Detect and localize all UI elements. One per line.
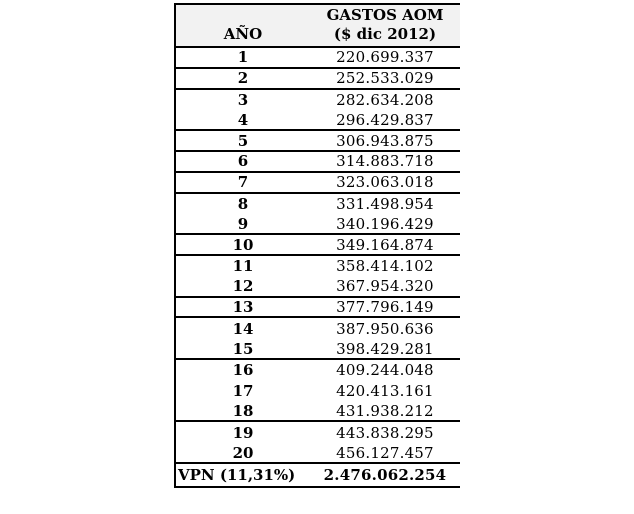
gastos-value-cell: 340.196.429 <box>336 214 434 233</box>
year-cell: 15 <box>232 339 254 358</box>
gastos-value-cell: 323.063.018 <box>336 173 434 192</box>
year-cell: 3 <box>237 90 249 109</box>
table-row <box>176 194 460 215</box>
year-cell: 7 <box>237 173 249 192</box>
year-cell: 14 <box>232 319 254 338</box>
table-row <box>176 422 460 443</box>
table-row <box>176 173 460 194</box>
gastos-value-cell: 220.699.337 <box>336 48 434 67</box>
year-cell: 12 <box>232 277 254 296</box>
year-cell: 8 <box>237 194 249 213</box>
table-body <box>176 48 460 464</box>
gastos-value-cell: 306.943.875 <box>336 131 434 150</box>
gastos-value-cell: 398.429.281 <box>336 339 434 358</box>
gastos-value-cell: 314.883.718 <box>336 152 434 171</box>
gastos-value-cell: 367.954.320 <box>336 277 434 296</box>
gastos-value-cell: 387.950.636 <box>336 319 434 338</box>
year-cell: 17 <box>232 382 254 401</box>
gastos-value-cell: 377.796.149 <box>336 297 434 316</box>
table-row <box>176 381 460 402</box>
year-cell: 5 <box>237 131 249 150</box>
year-cell: 1 <box>237 48 249 67</box>
table-row <box>176 214 460 235</box>
table-row <box>176 256 460 277</box>
column-header-gastos <box>310 5 460 46</box>
year-cell: 9 <box>237 214 249 233</box>
gastos-value-cell: 358.414.102 <box>336 257 434 276</box>
table-header-row <box>176 5 460 48</box>
year-cell: 19 <box>232 423 254 442</box>
table-row <box>176 69 460 90</box>
column-header-gastos-line1: GASTOS AOM <box>326 6 444 25</box>
year-cell: 4 <box>237 110 249 129</box>
table-row <box>176 339 460 360</box>
table-row <box>176 131 460 152</box>
year-cell: 18 <box>232 401 254 420</box>
year-cell: 11 <box>232 257 254 276</box>
year-cell: 13 <box>232 297 254 316</box>
year-cell: 16 <box>232 361 254 380</box>
gastos-value-cell: 349.164.874 <box>336 235 434 254</box>
table-row <box>176 152 460 173</box>
vpn-label: VPN (11,31%) <box>178 465 296 484</box>
year-cell: 10 <box>232 235 254 254</box>
gastos-value-cell: 456.127.457 <box>336 443 434 462</box>
gastos-value-cell: 409.244.048 <box>336 361 434 380</box>
table-row <box>176 110 460 131</box>
gastos-value-cell: 296.429.837 <box>336 110 434 129</box>
year-cell: 20 <box>232 443 254 462</box>
table-row <box>176 90 460 111</box>
table-row <box>176 298 460 319</box>
gastos-value-cell: 431.938.212 <box>336 401 434 420</box>
gastos-aom-table <box>174 3 460 488</box>
gastos-value-cell: 443.838.295 <box>336 423 434 442</box>
gastos-value-cell: 420.413.161 <box>336 382 434 401</box>
table-row <box>176 443 460 464</box>
table-footer-row <box>176 464 460 486</box>
table-row <box>176 402 460 423</box>
table-row <box>176 48 460 69</box>
table-row <box>176 318 460 339</box>
gastos-value-cell: 331.498.954 <box>336 194 434 213</box>
gastos-value-cell: 282.634.208 <box>336 90 434 109</box>
year-cell: 2 <box>237 69 249 88</box>
column-header-gastos-line2: ($ dic 2012) <box>333 25 437 44</box>
vpn-value: 2.476.062.254 <box>323 465 447 484</box>
table-row <box>176 235 460 256</box>
table-row <box>176 277 460 298</box>
table-row <box>176 360 460 381</box>
year-cell: 6 <box>237 152 249 171</box>
gastos-value-cell: 252.533.029 <box>336 69 434 88</box>
column-header-ano: AÑO <box>223 25 263 43</box>
